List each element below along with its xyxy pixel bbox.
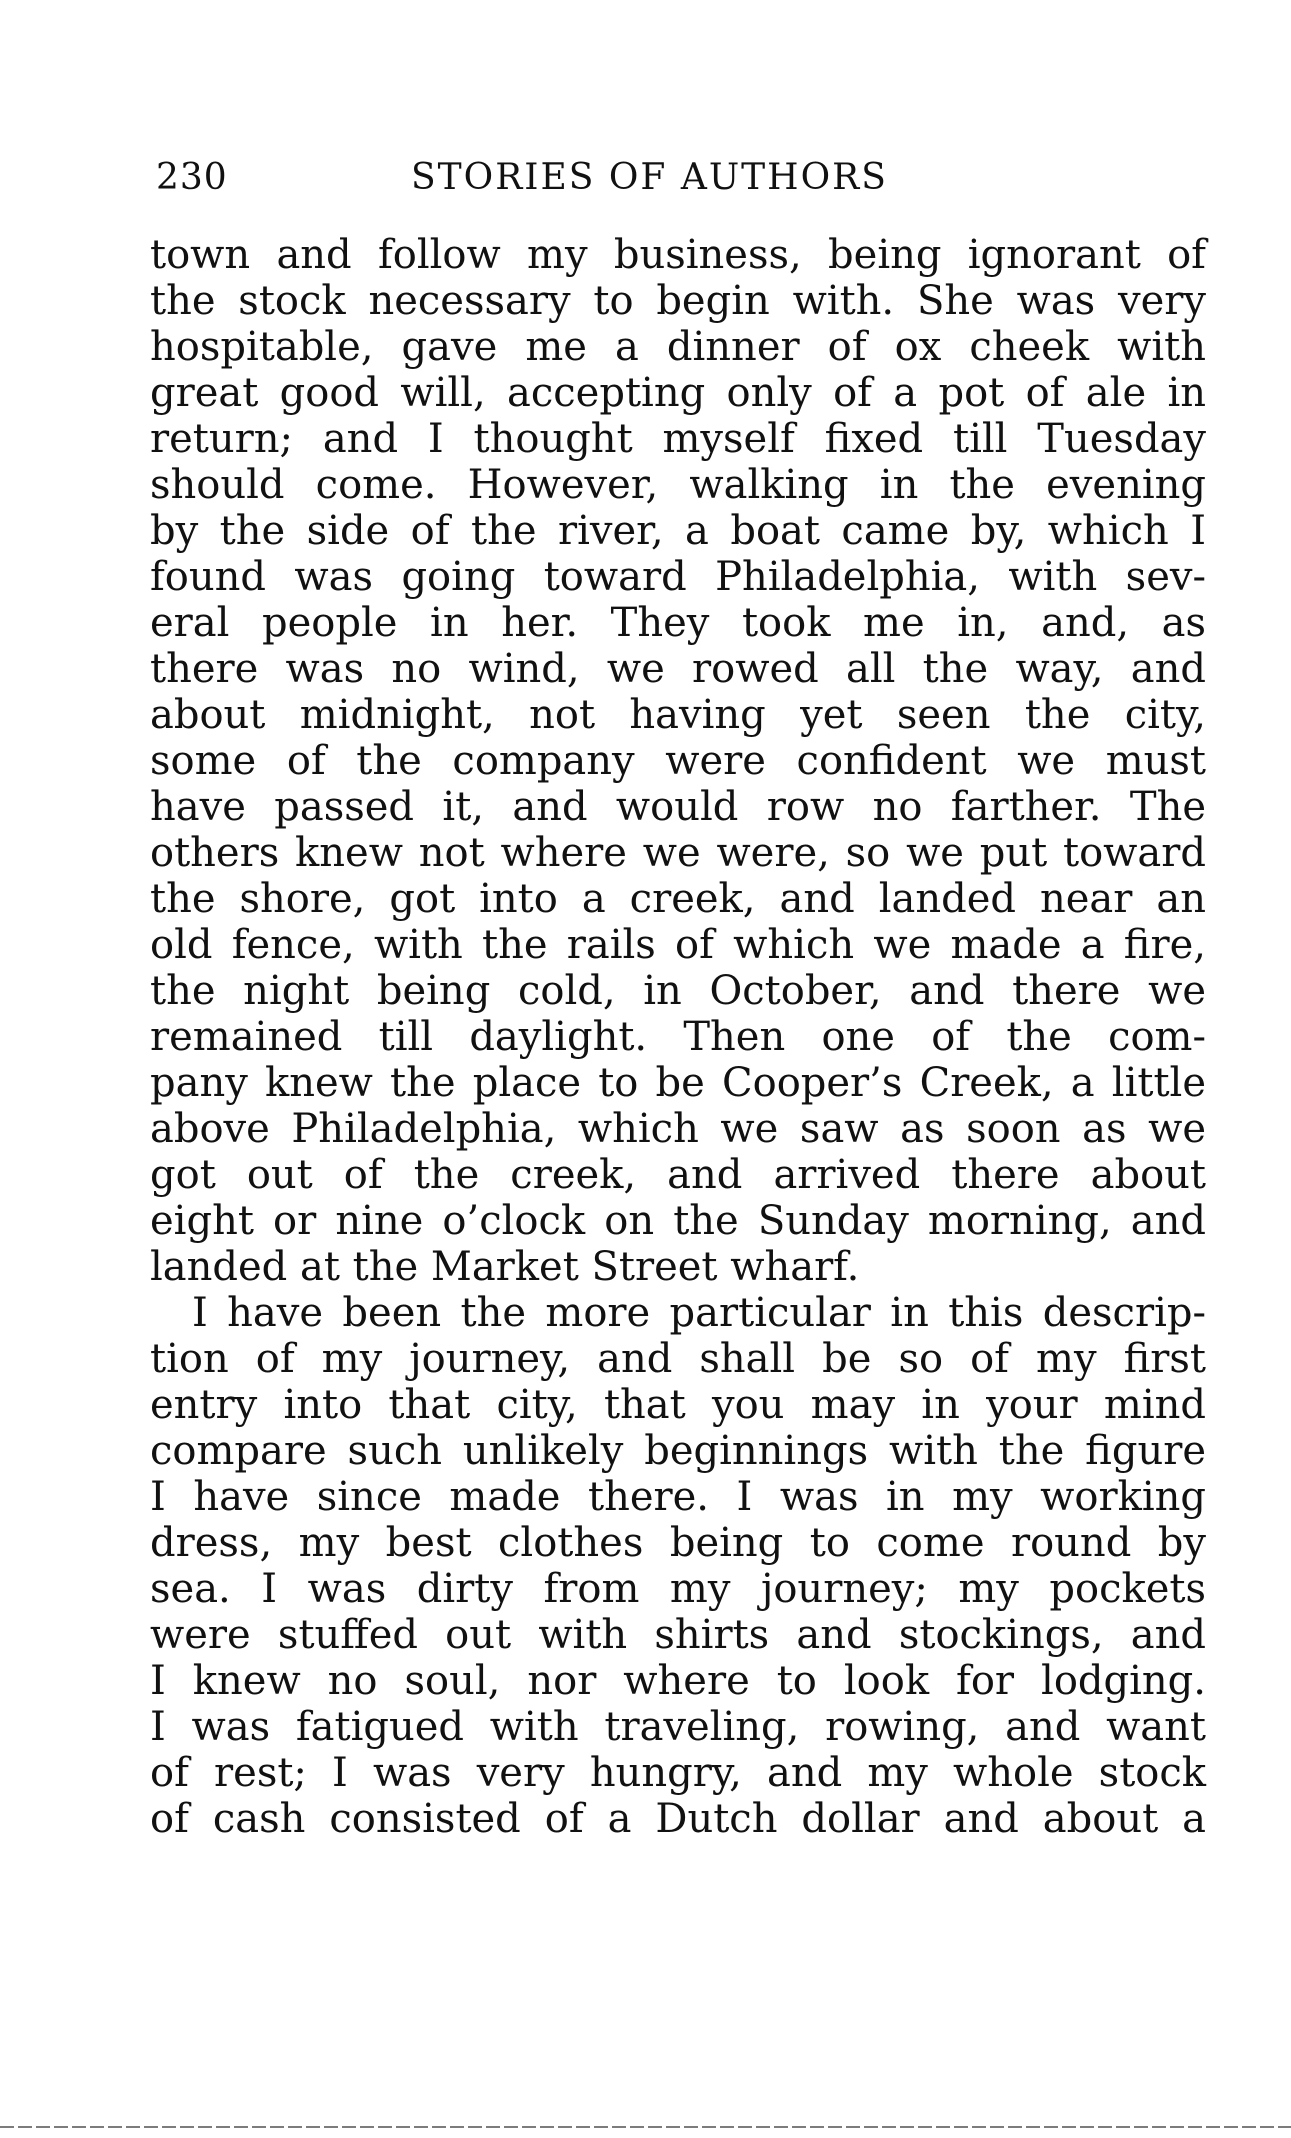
text-line: of rest; I was very hungry, and my whole stock <box>150 1750 1206 1796</box>
text-line: should come. However, walking in the evening <box>150 462 1206 508</box>
text-line: hospitable, gave me a dinner of ox cheek with <box>150 324 1206 370</box>
text-line: there was no wind, we rowed all the way, and <box>150 646 1206 692</box>
text-line: eral people in her. They took me in, and, as <box>150 600 1206 646</box>
text-line: found was going toward Philadelphia, with sev- <box>150 554 1206 600</box>
running-head: STORIES OF AUTHORS <box>411 157 888 198</box>
text-line: town and follow my business, being ignorant of <box>150 232 1206 278</box>
text-line: eight or nine o’clock on the Sunday morning, and <box>150 1198 1206 1244</box>
text-line: were stuffed out with shirts and stockings, and <box>150 1612 1206 1658</box>
page-number: 230 <box>156 157 228 198</box>
paragraph-end-line: landed at the Market Street wharf. <box>150 1244 860 1290</box>
text-line: I have since made there. I was in my working <box>150 1474 1206 1520</box>
text-line: old fence, with the rails of which we made a fire, <box>150 922 1206 968</box>
text-line: I was fatigued with traveling, rowing, and want <box>150 1704 1206 1750</box>
text-line: sea. I was dirty from my journey; my pockets <box>150 1566 1206 1612</box>
text-line: of cash consisted of a Dutch dollar and about a <box>150 1796 1206 1842</box>
text-line: great good will, accepting only of a pot of ale in <box>150 370 1206 416</box>
text-line: about midnight, not having yet seen the city, <box>150 692 1206 738</box>
scan-edge-rule <box>0 2126 1291 2128</box>
text-line: the night being cold, in October, and there we <box>150 968 1206 1014</box>
text-line: compare such unlikely beginnings with the figure <box>150 1428 1206 1474</box>
text-line: entry into that city, that you may in your mind <box>150 1382 1206 1428</box>
text-line: return; and I thought myself fixed till Tuesday <box>150 416 1206 462</box>
text-line: remained till daylight. Then one of the com- <box>150 1014 1206 1060</box>
paragraph-start-line: I have been the more particular in this descrip- <box>192 1290 1206 1336</box>
text-line: by the side of the river, a boat came by, which I <box>150 508 1206 554</box>
text-line: above Philadelphia, which we saw as soon as we <box>150 1106 1206 1152</box>
page-header <box>156 150 1206 206</box>
text-line: the shore, got into a creek, and landed near an <box>150 876 1206 922</box>
text-line: the stock necessary to begin with. She was very <box>150 278 1206 324</box>
text-line: pany knew the place to be Cooper’s Creek, a little <box>150 1060 1206 1106</box>
text-line: have passed it, and would row no farther. The <box>150 784 1206 830</box>
text-line: others knew not where we were, so we put toward <box>150 830 1206 876</box>
text-line: some of the company were confident we must <box>150 738 1206 784</box>
body-text <box>150 232 1206 1842</box>
text-line: got out of the creek, and arrived there about <box>150 1152 1206 1198</box>
text-line: tion of my journey, and shall be so of my first <box>150 1336 1206 1382</box>
text-line: dress, my best clothes being to come round by <box>150 1520 1206 1566</box>
text-line: I knew no soul, nor where to look for lodging. <box>150 1658 1206 1704</box>
